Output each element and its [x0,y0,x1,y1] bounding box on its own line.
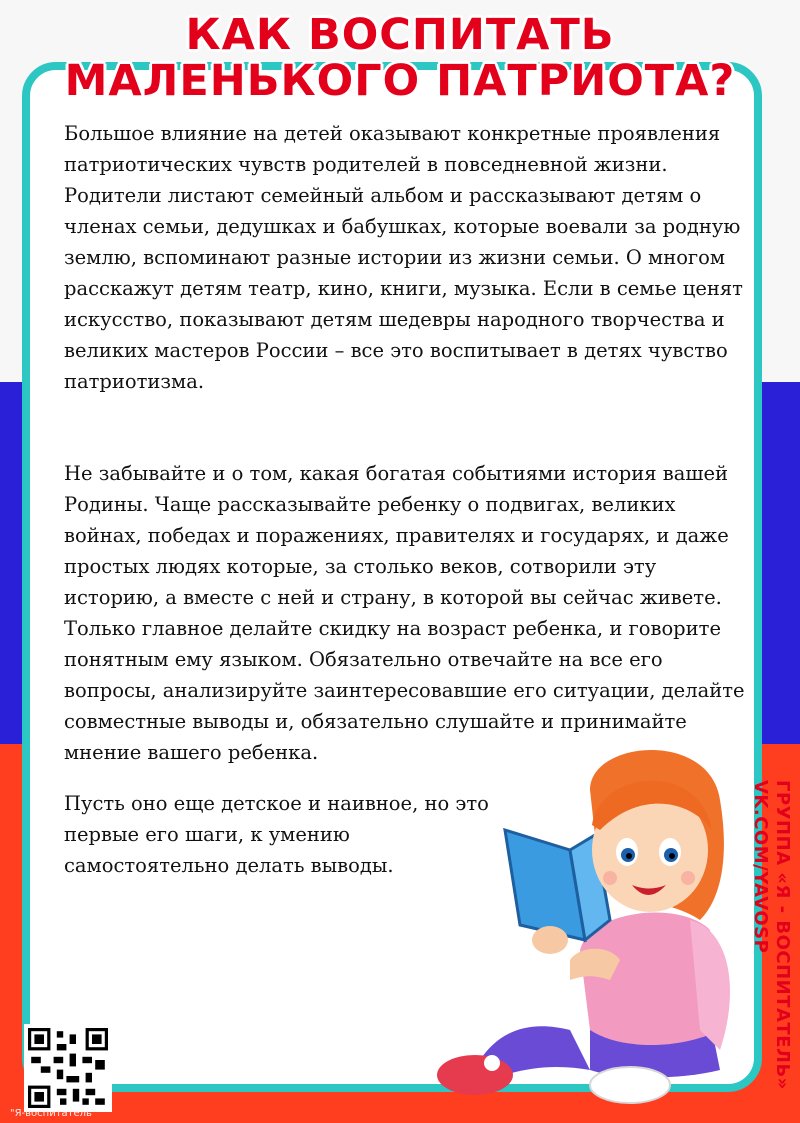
girl-reading-illustration [420,730,760,1120]
paragraph-2: Не забывайте и о том, какая богатая событиями история вашей Родины. Чаще рассказывайте ребенку о подвигах, великих войнах, победах и поражениях, правителях и государях, и даже простых людях которые, за столько веков, сотворили эту историю, а вместе с ней и страну, в которой вы сейчас живете. Только главное делайте скидку на возраст ребенка, и говорите понятным ему языком. Обязательно отвечайте на все его вопросы, анализируйте заинтересовавшие его ситуации, делайте совместные выводы и, обязательно слушайте и принимайте мнение вашего ребенка. [64,462,745,764]
paragraph-3: Пусть оно еще детское и наивное, но это первые его шаги, к умению самостоятельно делать выводы. [64,792,489,877]
qr-caption: "Я-воспитатель" [10,1108,97,1119]
group-link[interactable]: VK.COM/YAVOSP [750,780,771,954]
qr-code[interactable] [24,1024,112,1112]
paragraph-1: Большое влияние на детей оказывают конкретные проявления патриотических чувств родителей в повседневной жизни. Родители листают семейный альбом и рассказывают детям о членах семьи, дедушках и бабушках, которые воевали за родную землю, вспоминают разные истории из жизни семьи. О многом расскажут детям театр, кино, книги, музыка. Если в семье ценят искусство, показывают детям шедевры народного творчества и великих мастеров России – все это воспитывает в детях чувство патриотизма. [64,122,743,393]
title-line-1: КАК ВОСПИТАТЬ [185,10,615,60]
group-name: ГРУППА «Я - ВОСПИТАТЕЛЬ» [772,780,793,1090]
title-line-2: МАЛЕНЬКОГО ПАТРИОТА? [64,56,736,106]
